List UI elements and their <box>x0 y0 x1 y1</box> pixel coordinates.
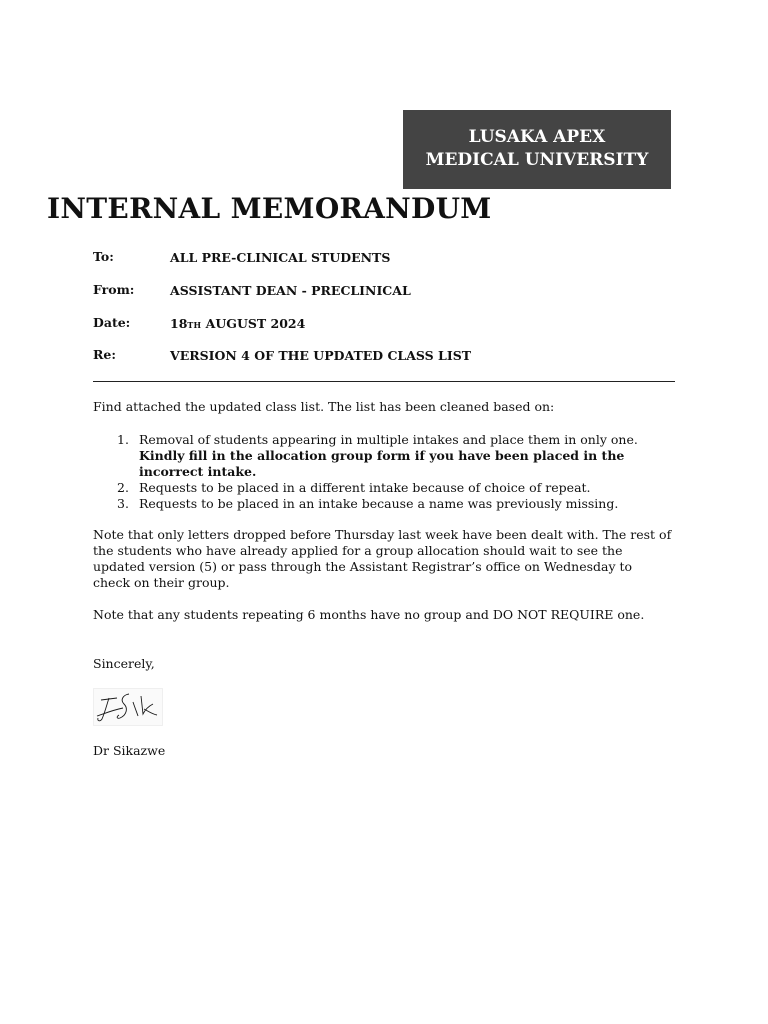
logo-line-1: LUSAKA APEX <box>468 127 606 147</box>
to-label: To: <box>93 249 114 264</box>
date-month-year: AUGUST 2024 <box>201 316 306 331</box>
date-ordinal-suffix: TH <box>187 320 202 330</box>
to-row <box>93 249 693 269</box>
list-item-text: Requests to be placed in an intake because a name was previously missing. <box>139 496 619 511</box>
cleaning-criteria-list <box>93 432 673 512</box>
list-item-number: 2. <box>117 480 129 495</box>
memo-title: INTERNAL MEMORANDUM <box>47 192 492 225</box>
intro-paragraph: Find attached the updated class list. The list has been cleaned based on: <box>93 399 555 414</box>
date-row <box>93 315 693 335</box>
date-day: 18 <box>170 316 188 331</box>
note-paragraph-1: Note that only letters dropped before Thursday last week have been dealt with. The rest of the students who have already applied for a group allocation should wait to see the updated version (5) or pass through the Assistant Registrar’s office on Wednesday to check on their group. <box>93 527 672 590</box>
university-logo-box <box>403 110 671 189</box>
closing-salutation: Sincerely, <box>93 656 155 671</box>
list-item-text: Removal of students appearing in multiple intakes and place them in only one. <box>139 432 638 447</box>
re-label: Re: <box>93 347 116 362</box>
re-row <box>93 347 693 367</box>
list-item-number: 1. <box>117 432 129 447</box>
header-divider <box>93 381 675 382</box>
from-row <box>93 282 693 302</box>
from-value: ASSISTANT DEAN - PRECLINICAL <box>170 283 411 298</box>
handwritten-signature <box>93 688 163 726</box>
list-item-number: 3. <box>117 496 129 511</box>
date-value <box>170 316 305 331</box>
list-item <box>93 432 673 480</box>
from-label: From: <box>93 282 135 297</box>
to-value: ALL PRE-CLINICAL STUDENTS <box>170 250 391 265</box>
re-value: VERSION 4 OF THE UPDATED CLASS LIST <box>170 348 472 363</box>
note-paragraph-2: Note that any students repeating 6 months have no group and DO NOT REQUIRE one. <box>93 607 645 622</box>
date-label: Date: <box>93 315 131 330</box>
list-item <box>93 496 673 512</box>
list-item-bold-instruction: Kindly fill in the allocation group form if you have been placed in the incorrect intake. <box>139 448 625 479</box>
signatory-name: Dr Sikazwe <box>93 743 166 758</box>
list-item <box>93 480 673 496</box>
list-item-text: Requests to be placed in a different intake because of choice of repeat. <box>139 480 591 495</box>
logo-line-2: MEDICAL UNIVERSITY <box>425 150 649 170</box>
